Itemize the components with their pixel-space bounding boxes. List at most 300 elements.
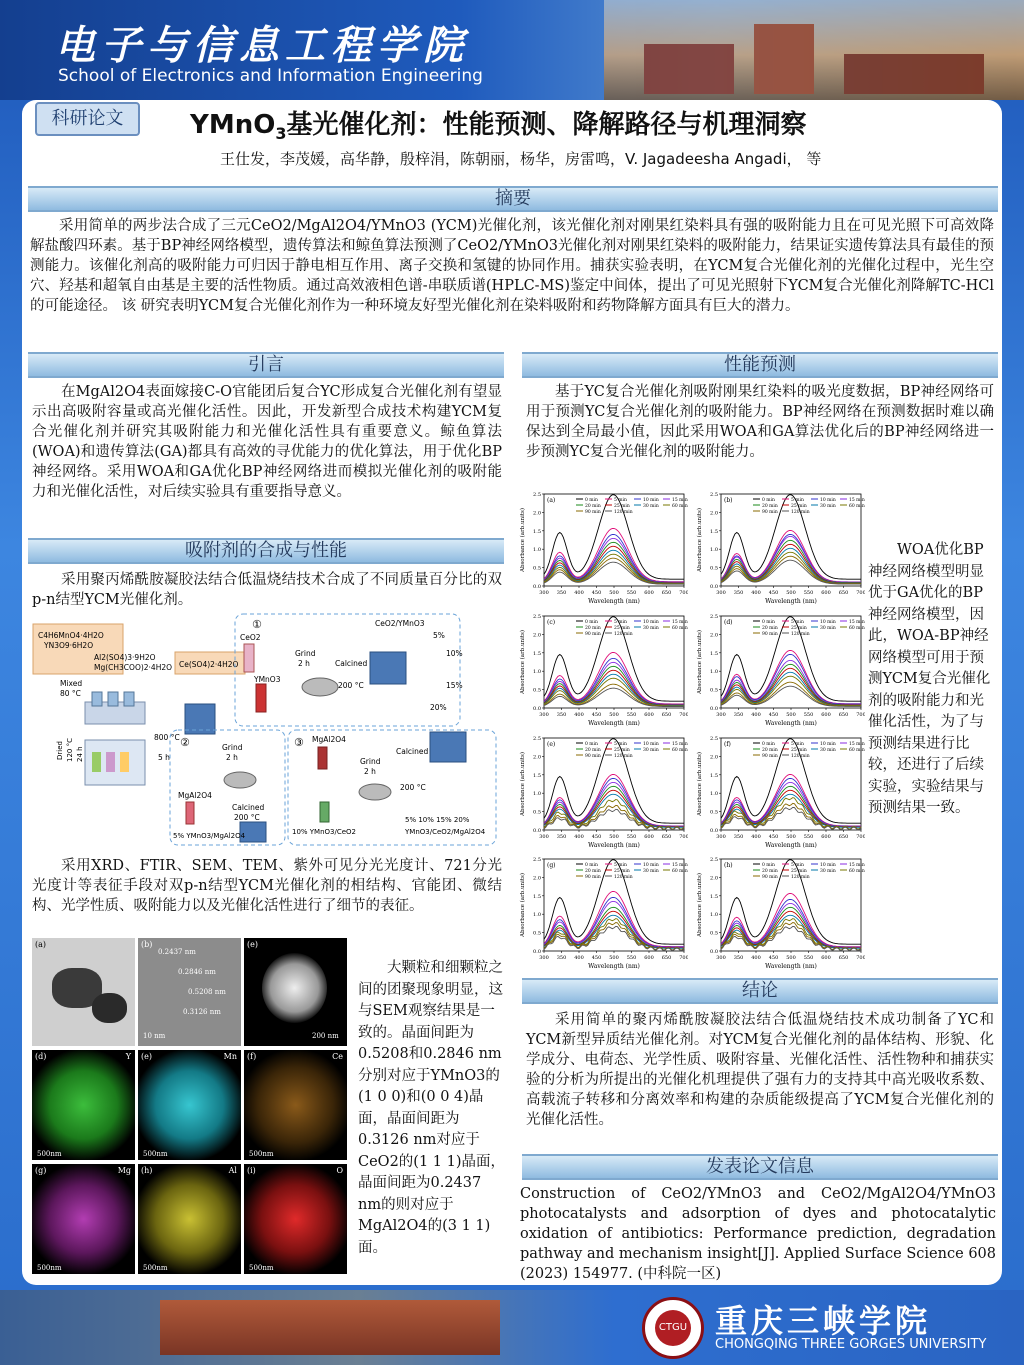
x-tick-label: 650 [661, 955, 672, 961]
x-tick-label: 500 [609, 955, 619, 961]
y-tick-label: 1.5 [533, 528, 541, 535]
x-tick-label: 700 [856, 712, 865, 718]
x-tick-label: 700 [679, 834, 688, 840]
legend-label: 90 min [585, 509, 601, 515]
x-tick-label: 400 [751, 834, 761, 840]
x-tick-label: 700 [856, 590, 865, 596]
x-tick-label: 400 [574, 590, 584, 596]
legend-label: 25 min [791, 503, 807, 509]
map-y [32, 1050, 135, 1160]
step3-label: ③ [294, 736, 304, 749]
y-tick-label: 2.0 [710, 754, 718, 761]
x-tick-label: 300 [539, 590, 549, 596]
legend-label: 30 min [643, 747, 659, 753]
y-axis-label: Absorbance (arb.units) [697, 507, 703, 573]
label-step3b: YMnO3/CeO2/MgAl2O4 [405, 828, 486, 836]
legend-label: 25 min [791, 625, 807, 631]
x-tick-label: 650 [661, 834, 672, 840]
pct-row: 5% 10% 15% 20% [405, 816, 470, 824]
label-O: O [336, 1166, 343, 1175]
legend-label: 0 min [762, 741, 775, 747]
absorbance-chart-4 [695, 612, 865, 730]
scale-500-g: 500nm [37, 1264, 62, 1272]
reagent-1: C4H6MnO4·4H2O [38, 631, 104, 640]
legend-label: 30 min [820, 625, 836, 631]
university-name-cn: 重庆三峡学院 [715, 1302, 932, 1340]
x-tick-label: 650 [661, 712, 672, 718]
reagent-2: YN3O9·6H2O [44, 641, 94, 650]
legend-label: 60 min [672, 503, 688, 509]
y-tick-label: 2.0 [710, 875, 718, 882]
section-intro: 引言 [28, 352, 504, 378]
legend-label: 0 min [762, 862, 775, 868]
legend-label: 60 min [849, 625, 865, 631]
y-tick-label: 1.5 [533, 650, 541, 657]
legend-label: 120 min [614, 874, 633, 880]
calcined-label-3: Calcined [396, 747, 429, 756]
legend-label: 25 min [614, 868, 630, 874]
x-tick-label: 450 [768, 590, 779, 596]
tem-description: 大颗粒和细颗粒之间的团聚现象明显，这与SEM观察结果是一致的。晶面间距为0.5208和0.2846 nm分别对应于YMnO3的(1 0 0)和(0 0 4)晶面，晶面间距为0.3126 nm对应于CeO2的(1 1 1)晶面，晶面间距为0.2437 nm的则对应于MgAl2O4的(3 1 1)面。 [358, 960, 505, 1256]
d-spacing-3: 0.5208 nm [188, 988, 226, 996]
legend-label: 60 min [672, 625, 688, 631]
x-axis-label: Wavelength (nm) [765, 842, 817, 849]
scale-10nm: 10 nm [143, 1032, 166, 1040]
absorbance-chart-svg [695, 855, 865, 973]
mixed-label: Mixed [60, 679, 83, 688]
legend-label: 25 min [791, 868, 807, 874]
x-tick-label: 550 [803, 590, 814, 596]
legend-label: 60 min [849, 747, 865, 753]
legend-label: 25 min [614, 625, 630, 631]
legend-label: 120 min [791, 874, 810, 880]
x-tick-label: 550 [626, 955, 637, 961]
legend-label: 5 min [614, 619, 627, 625]
calcined-label-1: Calcined [335, 659, 368, 668]
x-tick-label: 350 [556, 955, 567, 961]
y-tick-label: 0.5 [710, 930, 718, 937]
legend-label: 30 min [643, 503, 659, 509]
prediction-side-text: WOA优化BP神经网络模型明显优于GA优化的BP神经网络模型，因此，WOA-BP神经网络模型可用于预测YCM复合光催化剂的吸附能力和光催化活性，为了与预测结果进行比较，还进行了后续实验，实验结果与预测结果一致。 [868, 542, 991, 816]
x-tick-label: 650 [838, 590, 849, 596]
absorbance-chart-7 [518, 855, 688, 973]
legend-label: 90 min [762, 509, 778, 515]
legend-label: 90 min [585, 753, 601, 759]
map-ce [244, 1050, 347, 1160]
section-prediction: 性能预测 [522, 352, 998, 378]
x-tick-label: 600 [821, 712, 831, 718]
legend-label: 30 min [820, 747, 836, 753]
y-tick-label: 0.0 [533, 828, 541, 834]
x-tick-label: 500 [609, 834, 619, 840]
legend-label: 120 min [791, 631, 810, 637]
x-tick-label: 700 [856, 834, 865, 840]
header-banner [0, 0, 1024, 100]
legend-label: 15 min [672, 619, 688, 625]
legend-label: 60 min [849, 503, 865, 509]
y-tick-label: 1.5 [533, 772, 541, 779]
grind-label-3: Grind [360, 757, 381, 766]
pct-20: 20% [430, 703, 447, 712]
legend-label: 25 min [791, 747, 807, 753]
y-axis-label: Absorbance (arb.units) [520, 629, 526, 695]
panel-label: (c) [547, 619, 556, 626]
abstract-text: 采用简单的两步法合成了三元CeO2/MgAl2O4/YMnO3 (YCM)光催化剂，该光催化剂对刚果红染料具有强的吸附能力且在可见光照下可高效降解盐酸四环素。基于BP神经网络模型，遗传算法和鲸鱼算法预测了CeO2/YMnO3光催化剂对刚果红染料的吸附能力，结果证实遗传算法具有最佳的预测能力。该催化剂高的吸附能力可归因于静电相互作用、离子交换和氢键的协同作用。捕获实验表明，在YCM复合光催化剂的光催化过程中，光生空穴、羟基和超氧自由基是主要的活性物质。通过高效液相色谱-串联质谱(HPLC-MS)鉴定中间体，提出了可见光照射下YCM复合光催化剂降解TC-HCl的可能途径。 该 研究表明YCM复合光催化剂作为一种环境友好型光催化剂在染料吸附和药物降解方面具有巨大的潜力。 [30, 218, 994, 314]
y-tick-label: 0.0 [533, 584, 541, 590]
y-tick-label: 2.0 [533, 754, 541, 761]
intro-text: 在MgAl2O4表面嫁接C-O官能团后复合YC形成复合光催化剂有望显示出高吸附容量或高光催化活性。因此，开发新型合成技术构建YCM复合光催化剂并研究其吸附能力和光催化活性具有重要意义。鲸鱼算法(WOA)和遗传算法(GA)都具有高效的寻优能力的优化算法，用于优化BP神经网络。采用WOA和GA优化BP神经网络进而模拟光催化剂的吸附能力和光催化活性，对后续实验具有重要指导意义。 [32, 384, 502, 500]
section-publication: 发表论文信息 [522, 1154, 998, 1180]
grind-time-2: 2 h [226, 753, 238, 762]
d-spacing-4: 0.3126 nm [183, 1008, 221, 1016]
y-tick-label: 1.0 [710, 547, 718, 554]
legend-label: 15 min [672, 497, 688, 503]
y-tick-label: 0.5 [710, 809, 718, 816]
legend-label: 0 min [762, 497, 775, 503]
legend-label: 25 min [614, 503, 630, 509]
y-tick-label: 2.5 [533, 492, 541, 498]
tem-image-b [138, 938, 241, 1046]
label-g: (g) [35, 1166, 47, 1175]
grind-label-2: Grind [222, 743, 243, 752]
grind-time-3: 2 h [364, 767, 376, 776]
x-tick-label: 550 [626, 834, 637, 840]
legend-label: 20 min [762, 747, 778, 753]
x-tick-label: 300 [716, 712, 726, 718]
legend-label: 15 min [849, 741, 865, 747]
legend-label: 10 min [643, 497, 659, 503]
school-name-en: School of Electronics and Information Engineering [58, 66, 483, 86]
x-axis-label: Wavelength (nm) [588, 598, 640, 605]
mortar-icon [302, 678, 338, 696]
y-tick-label: 0.5 [533, 687, 541, 694]
x-tick-label: 350 [733, 590, 744, 596]
legend-label: 10 min [643, 619, 659, 625]
sem-image-e [244, 938, 347, 1046]
y-tick-label: 0.0 [710, 828, 718, 834]
legend-label: 10 min [820, 497, 836, 503]
y-tick-label: 0.0 [710, 949, 718, 955]
y-tick-label: 2.5 [533, 614, 541, 620]
legend-label: 0 min [585, 619, 598, 625]
panel-label: (d) [724, 619, 733, 626]
label-a: (a) [35, 940, 47, 949]
x-tick-label: 600 [644, 712, 654, 718]
x-tick-label: 450 [591, 590, 602, 596]
legend-label: 20 min [585, 503, 601, 509]
legend-label: 120 min [614, 753, 633, 759]
x-tick-label: 300 [539, 712, 549, 718]
label-i: (i) [247, 1166, 256, 1175]
grind-time-1: 2 h [298, 659, 310, 668]
pct-10: 10% [446, 649, 463, 658]
x-tick-label: 600 [644, 834, 654, 840]
legend-label: 5 min [791, 862, 804, 868]
legend-label: 20 min [585, 868, 601, 874]
x-tick-label: 400 [574, 712, 584, 718]
panel-label: (f) [724, 741, 731, 748]
absorbance-chart-3 [518, 612, 688, 730]
prediction-text: 基于YC复合光催化剂吸附刚果红染料的吸光度数据，BP神经网络可用于预测YC复合光催化剂的吸附能力。BP神经网络在预测数据时难以确保达到全局最小值，因此采用WOA和GA算法优化后的BP神经网络进一步预测YC复合光催化剂的吸附能力。 [526, 384, 994, 460]
legend-label: 90 min [585, 631, 601, 637]
furnace-icon-2 [370, 652, 406, 684]
absorbance-chart-2 [695, 490, 865, 608]
title-pre: YMnO [190, 110, 276, 140]
y-tick-label: 2.5 [533, 857, 541, 863]
synthesis-scheme-svg [30, 612, 500, 852]
legend-label: 120 min [614, 509, 633, 515]
x-axis-label: Wavelength (nm) [765, 598, 817, 605]
pct-5: 5% [433, 631, 445, 640]
publication-text: Construction of CeO2/YMnO3 and CeO2/MgAl2O4/YMnO3 photocatalysts and adsorption of dyes and photocatalytic oxidation of antibiotics: Performance prediction, degradation pathway and mechanism insight[J]. Applied Surface Science 608 (2023) 154977. (中科院一区) [520, 1186, 996, 1282]
legend-label: 25 min [614, 747, 630, 753]
scale-500-d: 500nm [37, 1150, 62, 1158]
legend-label: 0 min [762, 619, 775, 625]
mgal2o4-label-1: MgAl2O4 [178, 791, 212, 800]
legend-label: 10 min [643, 862, 659, 868]
legend-label: 0 min [585, 741, 598, 747]
authors: 王仕发，李茂媛，高华静，殷梓涓，陈朝丽，杨华，房雷鸣，V. Jagadeesha Angadi， 等 [220, 150, 822, 168]
x-tick-label: 450 [768, 712, 779, 718]
y-tick-label: 2.5 [710, 614, 718, 620]
y-tick-label: 0.0 [533, 949, 541, 955]
y-tick-label: 2.0 [533, 632, 541, 639]
y-tick-label: 1.0 [710, 912, 718, 919]
map-mg [32, 1164, 135, 1274]
absorbance-chart-svg [518, 855, 688, 973]
y-axis-label: Absorbance (arb.units) [520, 751, 526, 817]
x-tick-label: 550 [626, 590, 637, 596]
absorbance-chart-1 [518, 490, 688, 608]
label-d: (d) [35, 1052, 47, 1061]
y-tick-label: 2.0 [533, 510, 541, 517]
pct-15: 15% [446, 681, 463, 690]
x-tick-label: 400 [751, 590, 761, 596]
legend-label: 15 min [849, 497, 865, 503]
x-tick-label: 350 [733, 955, 744, 961]
x-tick-label: 600 [644, 955, 654, 961]
legend-label: 60 min [672, 868, 688, 874]
y-tick-label: 1.5 [710, 893, 718, 900]
legend-label: 5 min [614, 741, 627, 747]
y-tick-label: 2.5 [710, 857, 718, 863]
legend-label: 5 min [791, 741, 804, 747]
university-logo [642, 1297, 704, 1359]
page-title [190, 104, 970, 143]
label-step3a: 10% YMnO3/CeO2 [292, 828, 357, 836]
temp80-label: 80 °C [60, 689, 81, 698]
map-o [244, 1164, 347, 1274]
x-tick-label: 450 [768, 955, 779, 961]
reagent-4: Mg(CH3COO)2·4H2O [94, 663, 173, 672]
y-tick-label: 2.5 [710, 736, 718, 742]
absorbance-chart-svg [695, 734, 865, 852]
absorbance-chart-5 [518, 734, 688, 852]
x-axis-label: Wavelength (nm) [588, 963, 640, 970]
x-tick-label: 300 [539, 834, 549, 840]
legend-label: 120 min [614, 631, 633, 637]
x-tick-label: 500 [786, 955, 796, 961]
legend-label: 10 min [820, 741, 836, 747]
y-tick-label: 1.5 [710, 772, 718, 779]
calcined-temp-2: 200 °C [234, 813, 260, 822]
legend-label: 20 min [762, 503, 778, 509]
legend-label: 30 min [820, 868, 836, 874]
label-e: (e) [141, 1052, 152, 1061]
label-step2: 5% YMnO3/MgAl2O4 [173, 832, 246, 840]
legend-label: 90 min [762, 753, 778, 759]
ce-reagent: Ce(SO4)2·4H2O [179, 660, 239, 669]
legend-label: 15 min [849, 862, 865, 868]
absorbance-chart-svg [518, 612, 688, 730]
x-tick-label: 300 [716, 834, 726, 840]
y-tick-label: 2.0 [710, 632, 718, 639]
absorbance-chart-svg [695, 612, 865, 730]
step2-label: ② [180, 736, 190, 749]
label-Mg: Mg [117, 1166, 131, 1175]
x-tick-label: 600 [644, 590, 654, 596]
scale-500-h: 500nm [143, 1264, 168, 1272]
y-axis-label: Absorbance (arb.units) [520, 872, 526, 938]
x-tick-label: 650 [838, 834, 849, 840]
conclusion-text: 采用简单的聚丙烯酰胺凝胶法结合低温烧结技术成功制备了YC和YCM新型异质结光催化剂。对YCM复合光催化剂的晶体结构、形貌、化学成分、电荷态、光学性质、吸附容量、光催化活性、活性物种和捕获实验的分析为所提出的光催化机理提供了强有力的支持其中高光吸收系数、高载流子转移和分离效率和构建的杂质能级提高了YCM复合光催化剂的光催化活性。 [526, 1012, 994, 1128]
legend-label: 90 min [585, 874, 601, 880]
x-tick-label: 350 [556, 712, 567, 718]
y-tick-label: 1.0 [533, 547, 541, 554]
legend-label: 5 min [614, 862, 627, 868]
legend-label: 5 min [791, 619, 804, 625]
x-axis-label: Wavelength (nm) [588, 842, 640, 849]
x-tick-label: 400 [574, 955, 584, 961]
y-tick-label: 1.0 [533, 912, 541, 919]
x-axis-label: Wavelength (nm) [765, 963, 817, 970]
panel-label: (h) [724, 862, 733, 869]
x-tick-label: 550 [803, 955, 814, 961]
temp120-label: 120 °C [66, 738, 74, 762]
legend-label: 120 min [791, 509, 810, 515]
x-tick-label: 700 [679, 590, 688, 596]
label-Y: Y [125, 1052, 131, 1061]
x-tick-label: 500 [609, 590, 619, 596]
legend-label: 5 min [791, 497, 804, 503]
y-tick-label: 1.0 [533, 669, 541, 676]
label-Mn: Mn [223, 1052, 237, 1061]
ceo2-ymno3-label: CeO2/YMnO3 [375, 619, 425, 628]
x-tick-label: 450 [768, 834, 779, 840]
section-abstract: 摘要 [28, 186, 998, 212]
y-tick-label: 2.0 [533, 875, 541, 882]
x-tick-label: 700 [679, 955, 688, 961]
legend-label: 20 min [585, 625, 601, 631]
x-tick-label: 450 [591, 834, 602, 840]
x-tick-label: 650 [838, 712, 849, 718]
panel-label: (b) [724, 497, 733, 504]
x-tick-label: 500 [786, 712, 796, 718]
x-tick-label: 400 [574, 834, 584, 840]
x-tick-label: 500 [786, 590, 796, 596]
y-axis-label: Absorbance (arb.units) [697, 751, 703, 817]
x-tick-label: 300 [716, 590, 726, 596]
synthesis-text-1: 采用聚丙烯酰胺凝胶法结合低温烧结技术合成了不同质量百分比的双p-n结型YCM光催化剂。 [32, 572, 502, 608]
h5-label: 5 h [158, 753, 170, 762]
y-axis-label: Absorbance (arb.units) [697, 629, 703, 695]
y-tick-label: 0.5 [533, 809, 541, 816]
legend-label: 20 min [762, 625, 778, 631]
x-tick-label: 700 [856, 955, 865, 961]
y-tick-label: 2.5 [533, 736, 541, 742]
legend-label: 15 min [672, 741, 688, 747]
absorbance-chart-svg [695, 490, 865, 608]
title-post: 基光催化剂：性能预测、降解路径与机理洞察 [286, 110, 807, 140]
y-axis-label: Absorbance (arb.units) [520, 507, 526, 573]
synthesis-text-2: 采用XRD、FTIR、SEM、TEM、紫外可见分光光度计、721分光光度计等表征手段对双p-n结型YCM光催化剂的相结构、官能团、微结构、光学性质、吸附能力以及光催化活性进行了细节的表征。 [32, 858, 502, 914]
x-tick-label: 650 [838, 955, 849, 961]
label-e-top: (e) [247, 940, 258, 949]
legend-label: 0 min [585, 497, 598, 503]
absorbance-chart-svg [518, 490, 688, 608]
x-tick-label: 650 [661, 590, 672, 596]
x-tick-label: 550 [803, 712, 814, 718]
map-mn [138, 1050, 241, 1160]
calcined-label-2: Calcined [232, 803, 265, 812]
campus-photo [604, 0, 1024, 100]
school-name-cn: 电子与信息工程学院 [55, 22, 469, 69]
legend-label: 15 min [849, 619, 865, 625]
x-tick-label: 550 [626, 712, 637, 718]
legend-label: 10 min [643, 741, 659, 747]
legend-label: 15 min [672, 862, 688, 868]
x-tick-label: 300 [539, 955, 549, 961]
synthesis-scheme [30, 612, 500, 852]
label-h: (h) [141, 1166, 153, 1175]
y-tick-label: 0.5 [710, 687, 718, 694]
y-tick-label: 1.5 [710, 650, 718, 657]
y-tick-label: 0.0 [710, 584, 718, 590]
legend-label: 90 min [762, 631, 778, 637]
legend-label: 20 min [585, 747, 601, 753]
x-tick-label: 450 [591, 712, 602, 718]
step1-label: ① [252, 618, 262, 631]
x-tick-label: 400 [751, 955, 761, 961]
ceo2-label: CeO2 [240, 633, 261, 642]
temp800-label: 800 °C [154, 733, 180, 742]
absorbance-chart-6 [695, 734, 865, 852]
scale-500-i: 500nm [249, 1264, 274, 1272]
y-tick-label: 0.5 [533, 565, 541, 572]
label-b: (b) [141, 940, 153, 949]
panel-label: (e) [547, 741, 556, 748]
scale-500-e: 500nm [143, 1150, 168, 1158]
y-tick-label: 1.0 [710, 791, 718, 798]
y-tick-label: 0.5 [533, 930, 541, 937]
map-al [138, 1164, 241, 1274]
legend-label: 120 min [791, 753, 810, 759]
scale-500-f: 500nm [249, 1150, 274, 1158]
x-tick-label: 350 [733, 712, 744, 718]
legend-label: 60 min [849, 868, 865, 874]
tem-image-a [32, 938, 135, 1046]
calcined-temp-3: 200 °C [400, 783, 426, 792]
y-tick-label: 1.0 [533, 791, 541, 798]
y-tick-label: 1.0 [710, 669, 718, 676]
x-tick-label: 550 [803, 834, 814, 840]
tem-figure [32, 938, 372, 1284]
title-sub: 3 [275, 124, 287, 144]
y-tick-label: 2.5 [710, 492, 718, 498]
category-tag: 科研论文 [35, 102, 140, 136]
x-tick-label: 300 [716, 955, 726, 961]
legend-label: 20 min [762, 868, 778, 874]
